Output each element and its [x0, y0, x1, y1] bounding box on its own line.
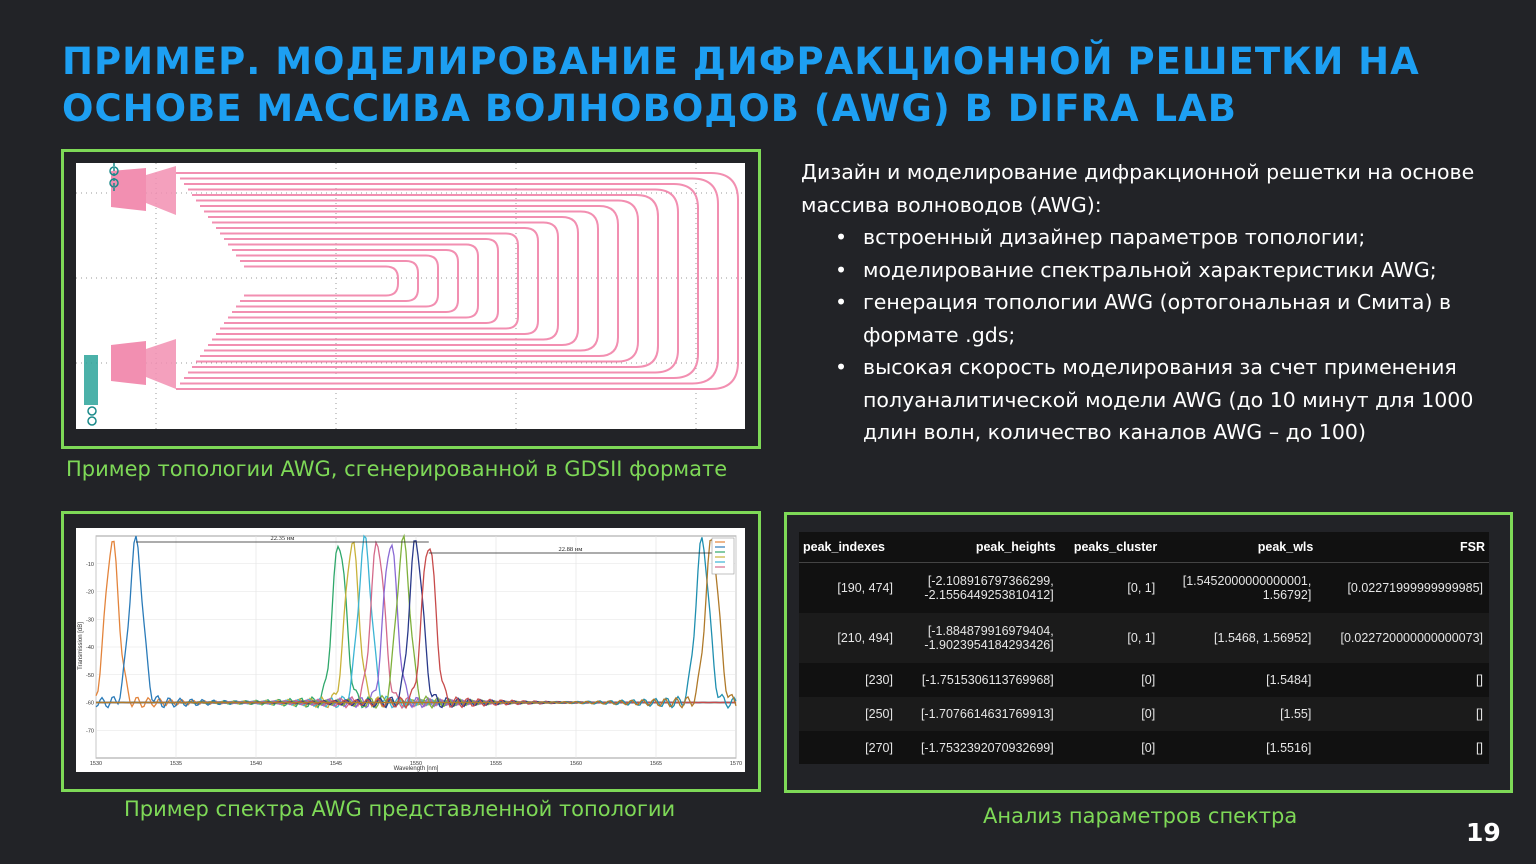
table-header-row — [799, 532, 1489, 563]
fsr-annotation-1: 22.35 нм — [270, 535, 295, 542]
x-tick-label: 1530 — [89, 761, 103, 767]
spectrum-xlabel: Wavelength [nm] — [393, 766, 439, 772]
awg-topology-drawing — [76, 163, 745, 429]
y-tick-label: -70 — [86, 728, 94, 735]
y-tick-label: -50 — [86, 672, 94, 679]
cell: [1.55] — [1280, 707, 1312, 721]
cell: [1.5516] — [1266, 741, 1312, 755]
x-tick-label: 1545 — [329, 761, 343, 767]
cell: [0, 1] — [1127, 631, 1156, 645]
col-peak-heights: peak_heights — [899, 532, 1060, 563]
table-row — [799, 697, 1489, 731]
table-row — [799, 731, 1489, 765]
y-tick-label: -10 — [86, 561, 94, 568]
cell: [190, 474] — [837, 581, 893, 595]
feature-item: • моделирование спектральной характеристики AWG; — [863, 254, 1501, 287]
feature-list — [801, 221, 1501, 449]
x-tick-label: 1535 — [169, 761, 183, 767]
cell: [250] — [865, 707, 893, 721]
cell: [0] — [1141, 707, 1156, 721]
waveguide-arc — [212, 223, 558, 340]
x-tick-label: 1555 — [489, 761, 503, 767]
cell: [-1.7076614631769913] — [920, 707, 1054, 721]
feature-item: • высокая скорость моделирования за счет применения полуаналитической модели AWG (до 10 минут для 1000 длин волн, количество каналов AWG – до 100) — [863, 351, 1501, 449]
fsr-annotation-2: 22.88 нм — [558, 546, 583, 553]
spectrum-caption: Пример спектра AWG представленной топологии — [124, 797, 676, 821]
feature-item: • встроенный дизайнер параметров топологии; — [863, 221, 1501, 254]
peaks-table — [799, 532, 1489, 765]
cell: [-1.7515306113769968] — [921, 673, 1054, 687]
waveguide-arc — [236, 256, 438, 307]
cell: [0] — [1141, 741, 1156, 755]
cell: [1.5484] — [1266, 673, 1312, 687]
waveguide-arc — [220, 234, 518, 329]
table-row — [799, 613, 1489, 663]
analysis-caption: Анализ параметров спектра — [983, 804, 1298, 828]
cell: [-2.108916797366299, -2.1556449253810412] — [924, 574, 1054, 602]
title-line-2: ОСНОВЕ МАССИВА ВОЛНОВОДОВ (AWG) В DIFRA LAB — [62, 87, 1237, 130]
table-row — [799, 663, 1489, 697]
cell: [0] — [1141, 673, 1156, 687]
waveguide-arc — [192, 195, 658, 367]
y-tick-label: -60 — [86, 700, 94, 707]
x-tick-label: 1565 — [649, 761, 663, 767]
description-intro: Дизайн и моделирование дифракционной решетки на основе массива волноводов (AWG): — [801, 160, 1475, 217]
cell: [] — [1476, 741, 1483, 755]
analysis-table — [799, 532, 1489, 764]
cell: [1.5468, 1.56952] — [1214, 631, 1312, 645]
spectrum-ylabel: Transmission [dB] — [78, 622, 84, 670]
page-number: 19 — [1466, 818, 1501, 847]
waveguide-arc — [224, 239, 498, 323]
waveguide-arc — [232, 250, 458, 312]
cell: [0, 1] — [1127, 581, 1156, 595]
cell: [230] — [865, 673, 893, 687]
cell: [1.5452000000000001, 1.56792] — [1182, 574, 1312, 602]
waveguide-arc — [208, 217, 578, 345]
waveguide-arc — [184, 184, 698, 378]
waveguide-arc — [244, 267, 398, 296]
cell: [210, 494] — [837, 631, 893, 645]
col-peaks-cluster: peaks_cluster — [1060, 532, 1161, 563]
table-row — [799, 563, 1489, 614]
slide-title — [62, 38, 1482, 132]
cell: [270] — [865, 741, 893, 755]
cell: [] — [1476, 673, 1483, 687]
x-tick-label: 1570 — [729, 761, 743, 767]
title-line-1: ПРИМЕР. МОДЕЛИРОВАНИЕ ДИФРАКЦИОННОЙ РЕШЕТКИ НА — [62, 40, 1420, 83]
topology-image — [76, 163, 745, 429]
spectrum-chart — [76, 528, 745, 772]
cell: [0.022720000000000073] — [1340, 631, 1483, 645]
topology-caption: Пример топологии AWG, сгенерированной в GDSII формате — [66, 457, 728, 481]
cell: [] — [1476, 707, 1483, 721]
x-tick-label: 1560 — [569, 761, 583, 767]
x-tick-label: 1540 — [249, 761, 263, 767]
y-tick-label: -30 — [86, 617, 94, 624]
description — [801, 156, 1501, 449]
cell: [-1.7532392070932699] — [920, 741, 1054, 755]
x-tick-label: 1550 — [409, 761, 423, 767]
y-tick-label: -40 — [86, 645, 94, 651]
cell: [-1.884879916979404, -1.9023954184293426] — [924, 624, 1054, 652]
col-peak-wls: peak_wls — [1161, 532, 1317, 563]
col-peak-indexes: peak_indexes — [799, 532, 899, 563]
y-tick-label: -20 — [86, 589, 94, 596]
cell: [0.02271999999999985] — [1347, 581, 1483, 595]
spectrum-plot — [76, 528, 745, 772]
col-fsr: FSR — [1317, 532, 1489, 563]
feature-item: • генерация топологии AWG (ортогональная и Смита) в формате .gds; — [863, 286, 1501, 351]
